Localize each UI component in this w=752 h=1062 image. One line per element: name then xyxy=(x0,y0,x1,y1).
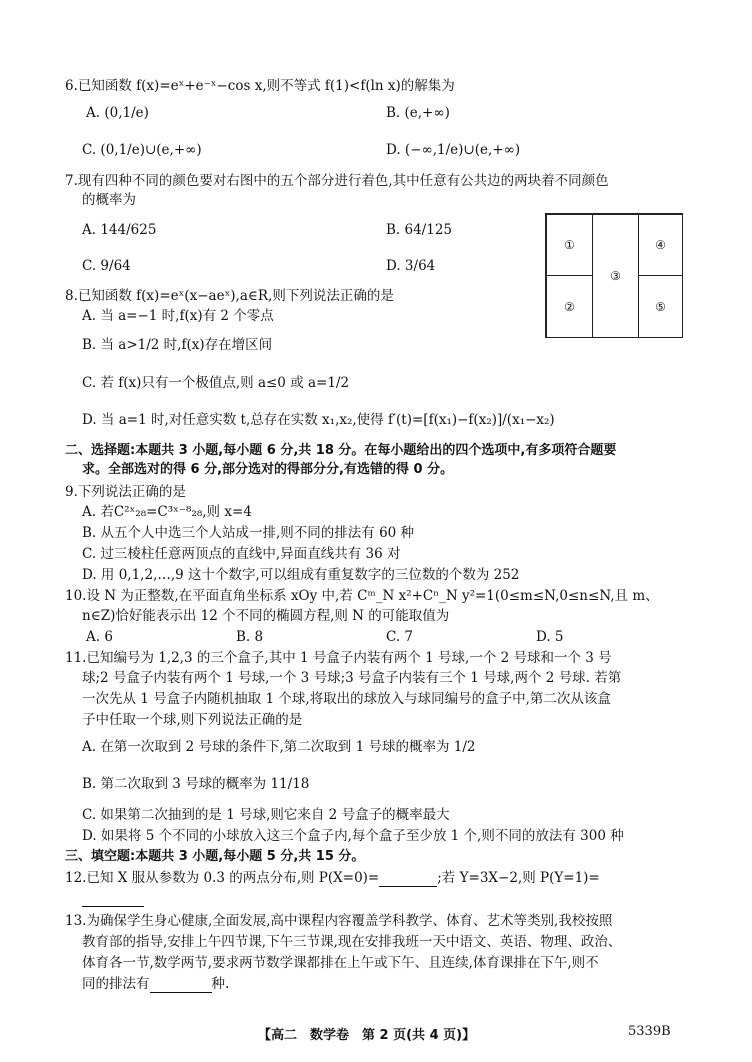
figure-region-5: ⑤ xyxy=(638,275,683,338)
q9-option-c: C. 过三棱柱任意两顶点的直线中,异面直线共有 36 对 xyxy=(82,546,401,562)
q9-option-b: B. 从五个人中选三个人站成一排,则不同的排法有 60 种 xyxy=(82,525,415,541)
q6-option-d: D. (−∞,1/e)∪(e,+∞) xyxy=(386,142,521,158)
q10-option-d: D. 5 xyxy=(536,629,564,645)
q12-part2: ;若 Y=3X−2,则 P(Y=1)= xyxy=(437,870,600,886)
figure-region-4: ④ xyxy=(638,214,683,276)
q10-stem-line1: 10.设 N 为正整数,在平面直角坐标系 xOy 中,若 Cᵐ_N x²+Cⁿ_N y²=1(0≤m≤N,0≤n≤N,且 m、 xyxy=(65,588,659,604)
paper-code: 5339B xyxy=(628,1024,671,1039)
section3-heading: 三、填空题:本题共 3 小题,每小题 5 分,共 15 分。 xyxy=(65,849,365,864)
q7-option-c: C. 9/64 xyxy=(82,258,131,274)
q8-option-d: D. 当 a=1 时,对任意实数 t,总存在实数 x₁,x₂,使得 f′(t)=[f(x₁)−f(x₂)]/(x₁−x₂) xyxy=(82,412,555,428)
q11-stem-line1: 11.已知编号为 1,2,3 的三个盒子,其中 1 号盒子内装有两个 1 号球,一个 2 号球和一个 3 号 xyxy=(65,650,612,666)
q11-option-d: D. 如果将 5 个不同的小球放入这三个盒子内,每个盒子至少放 1 个,则不同的放法有 300 种 xyxy=(82,828,624,844)
coloring-figure xyxy=(545,213,683,338)
q10-option-a: A. 6 xyxy=(86,629,113,645)
q7-stem-line1: 7.现有四种不同的颜色要对右图中的五个部分进行着色,其中任意有公共边的两块着不同颜色 xyxy=(65,173,609,189)
figure-region-1: ① xyxy=(546,214,593,276)
q11-option-a: A. 在第一次取到 2 号球的条件下,第二次取到 1 号球的概率为 1/2 xyxy=(82,739,476,755)
section2-heading-line1: 二、选择题:本题共 3 小题,每小题 6 分,共 18 分。在每小题给出的四个选项中,有多项符合题要 xyxy=(65,443,617,458)
q10-option-c: C. 7 xyxy=(386,629,414,645)
q7-option-d: D. 3/64 xyxy=(386,258,436,274)
q13-line1: 13.为确保学生身心健康,全面发展,高中课程内容覆盖学科教学、体育、艺术等类别,我校按照 xyxy=(65,913,613,929)
q7-option-b: B. 64/125 xyxy=(386,222,452,238)
q13-answer-blank[interactable] xyxy=(150,978,212,993)
figure-region-3: ③ xyxy=(592,214,639,338)
q8-stem: 8.已知函数 f(x)=eˣ(x−aeˣ),a∈R,则下列说法正确的是 xyxy=(65,288,394,304)
q9-option-d: D. 用 0,1,2,…,9 这十个数字,可以组成有重复数字的三位数的个数为 252 xyxy=(82,567,520,583)
figure-region-2: ② xyxy=(546,275,593,338)
q13-line4 xyxy=(82,975,229,993)
section2-heading-line2: 求。全部选对的得 6 分,部分选对的得部分分,有选错的得 0 分。 xyxy=(82,462,454,477)
q11-stem-line2: 球;2 号盒子内装有两个 1 号球,一个 3 号球;3 号盒子内装有三个 1 号球,两个 2 号球. 若第 xyxy=(82,670,622,686)
q13-line4-start: 同的排法有 xyxy=(82,976,150,992)
q8-option-c: C. 若 f(x)只有一个极值点,则 a≤0 或 a=1/2 xyxy=(82,375,350,391)
q6-option-c: C. (0,1/e)∪(e,+∞) xyxy=(82,142,202,158)
q11-stem-line3: 一次先从 1 号盒子内随机抽取 1 个球,将取出的球放入与球同编号的盒子中,第二次从该盒 xyxy=(82,691,611,707)
q7-option-a: A. 144/625 xyxy=(82,222,157,238)
q12-answer-blank-1[interactable] xyxy=(379,872,437,887)
q11-option-b: B. 第二次取到 3 号球的概率为 11/18 xyxy=(82,776,310,792)
q11-option-c: C. 如果第二次抽到的是 1 号球,则它来自 2 号盒子的概率最大 xyxy=(82,807,450,823)
page-footer: 【高二 数学卷 第 2 页(共 4 页)】 xyxy=(258,1028,476,1043)
q13-line2: 教育部的指导,安排上午四节课,下午三节课,现在安排我班一天中语文、英语、物理、政治、 xyxy=(82,934,622,950)
q9-stem: 9.下列说法正确的是 xyxy=(65,484,186,500)
q10-option-b: B. 8 xyxy=(236,629,264,645)
q7-stem-line2: 的概率为 xyxy=(82,192,136,208)
q13-line4-end: 种. xyxy=(211,976,230,992)
q9-option-a: A. 若C²ˣ₂₈=C³ˣ⁻⁸₂₈,则 x=4 xyxy=(82,504,252,520)
q12-blank-line xyxy=(82,889,144,907)
q11-stem-line4: 子中任取一个球,则下列说法正确的是 xyxy=(82,712,303,728)
q8-option-b: B. 当 a>1/2 时,f(x)存在增区间 xyxy=(82,337,273,353)
q6-option-a: A. (0,1/e) xyxy=(86,105,149,121)
q10-stem-line2: n∈Z)恰好能表示出 12 个不同的椭圆方程,则 N 的可能取值为 xyxy=(82,608,450,624)
q6-option-b: B. (e,+∞) xyxy=(386,105,450,121)
q12-text xyxy=(65,869,600,887)
q12-answer-blank-2[interactable] xyxy=(82,892,144,907)
q6-stem: 6.已知函数 f(x)=eˣ+e⁻ˣ−cos x,则不等式 f(1)<f(ln x)的解集为 xyxy=(65,78,455,94)
q12-part1: 12.已知 X 服从参数为 0.3 的两点分布,则 P(X=0)= xyxy=(65,870,380,886)
q13-line3: 体育各一节,数学两节,要求两节数学课都排在上午或下午、且连续,体育课排在下午,则不 xyxy=(82,955,599,971)
q8-option-a: A. 当 a=−1 时,f(x)有 2 个零点 xyxy=(82,308,274,324)
